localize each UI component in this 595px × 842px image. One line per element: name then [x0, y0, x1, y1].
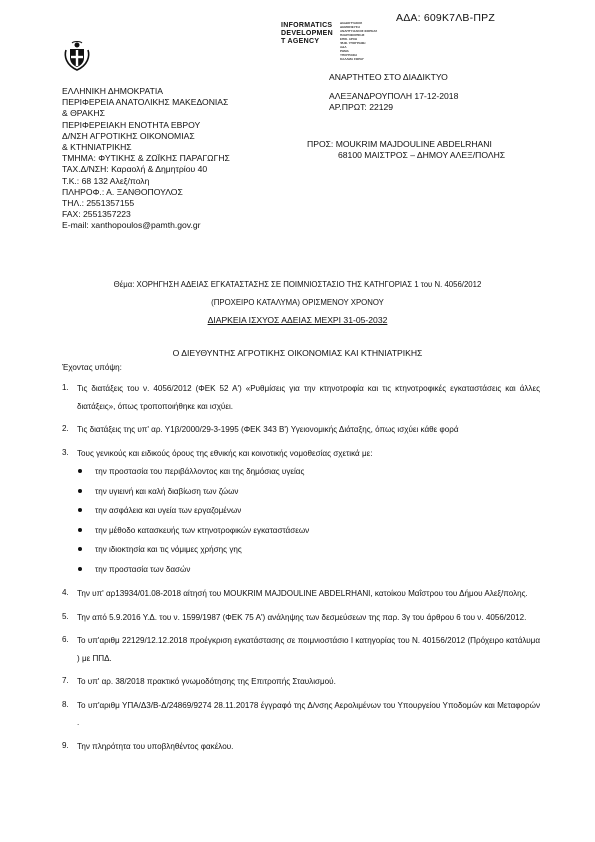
sender-email: E-mail: xanthopoulos@pamth.gov.gr: [62, 220, 201, 231]
item-text: Την από 5.9.2016 Υ.Δ. του ν. 1599/1987 (ΦΕΚ 75 Α') ανάληψης των δεσμεύσεων της παρ. 3γ του άρθρου 6 του ν. 4056/2012.: [77, 612, 527, 622]
item-text: Την πληρότητα του υποβληθέντος φακέλου.: [77, 741, 234, 751]
sender-line: & ΚΤΗΝΙΑΤΡΙΚΗΣ: [62, 142, 132, 153]
document-body: [62, 362, 540, 755]
agency-line: INFORMATICS: [281, 22, 333, 29]
sender-line: ΠΕΡΙΦΕΡΕΙΑΚΗ ΕΝΟΤΗΤΑ ΕΒΡΟΥ: [62, 119, 201, 130]
item-number: 5.: [62, 611, 69, 621]
list-item: [62, 738, 540, 756]
protocol-number: ΑΡ.ΠΡΩΤ: 22129: [329, 102, 394, 112]
bullet-item: την υγιεινή και καλή διαβίωση των ζώων: [62, 482, 540, 502]
item-number: 4.: [62, 588, 69, 597]
item-text: Το υπ' αρ. 38/2018 πρακτικό γνωμοδότησης της Επιτροπής Σταυλισμού.: [77, 677, 336, 686]
director-heading: Ο ΔΙΕΥΘΥΝΤΗΣ ΑΓΡΟΤΙΚΗΣ ΟΙΚΟΝΟΜΙΑΣ ΚΑΙ ΚΤΗΝΙΑΤΡΙΚΗΣ: [172, 348, 423, 358]
bullet-item: την μέθοδο κατασκευής των κτηνοτροφικών εγκαταστάσεων: [62, 521, 540, 541]
agency-line: T AGENCY: [281, 38, 320, 45]
sender-line: FAX: 2551357223: [62, 209, 131, 220]
list-item: [62, 380, 540, 415]
agency-stamp: [281, 22, 333, 46]
sender-line: ΤΜΗΜΑ: ΦΥΤΙΚΗΣ & ΖΩΪΚΗΣ ΠΑΡΑΓΩΓΗΣ: [62, 153, 230, 164]
item-text: Την υπ' αρ13934/01.08-2018 αίτησή του MOUKRIM MAJDOULINE ABDELRHANI, κατοίκου Μαΐστρου του Δήμου Αλεξ/πολης.: [77, 589, 528, 598]
subject-line-2: (ΠΡΟΧΕΙΡΟ ΚΑΤΑΛΥΜΑ) ΟΡΙΣΜΕΝΟΥ ΧΡΟΝΟΥ: [211, 298, 384, 307]
list-item: [62, 421, 540, 439]
item-number: 9.: [62, 740, 69, 750]
sender-line: Τ.Κ.: 68 132 Αλεξ/πολη: [62, 175, 150, 186]
recipient-block: [307, 139, 505, 161]
item-number: 1.: [62, 383, 69, 392]
considering-label: Έχοντας υπόψη:: [62, 363, 122, 372]
sender-line: ΠΕΡΙΦΕΡΕΙΑ ΑΝΑΤΟΛΙΚΗΣ ΜΑΚΕΔΟΝΙΑΣ: [62, 97, 229, 108]
document-meta: [329, 72, 458, 113]
validity-line: ΔΙΑΡΚΕΙΑ ΙΣΧΥΟΣ ΑΔΕΙΑΣ ΜΕΧΡΙ 31-05-2032: [207, 315, 388, 325]
item-text: Τους γενικούς και ειδικούς όρους της εθνικής και κοινοτικής νομοθεσίας σχετικά με:: [77, 448, 373, 458]
list-item: [62, 632, 540, 667]
bullet-item: την προστασία του περιβάλλοντος και της δημόσιας υγείας: [62, 462, 540, 482]
item-number: 3.: [62, 447, 69, 457]
bullet-item: την ασφάλεια και υγεία των εργαζομένων: [62, 501, 540, 521]
list-item: [62, 609, 540, 627]
item-number: 6.: [62, 635, 69, 644]
bullet-item: την ιδιοκτησία και τις νόμιμες χρήσης γης: [62, 540, 540, 560]
sender-line: ΕΛΛΗΝΙΚΗ ΔΗΜΟΚΡΑΤΙΑ: [62, 86, 163, 96]
recipient-name: ΠΡΟΣ: MOUKRIM MAJDOULINE ABDELRHANI: [307, 139, 492, 149]
sender-block: [62, 86, 230, 232]
posted-notice: ΑΝΑΡΤΗΤΕΟ ΣΤΟ ΔΙΑΔΙΚΤΥΟ: [329, 72, 448, 82]
sender-line: ΠΛΗΡΟΦ.: Α. ΞΑΝΘΟΠΟΥΛΟΣ: [62, 186, 183, 197]
agency-line: DEVELOPMEN: [281, 30, 334, 37]
agency-stamp-details: ΔΙΑΔΙΚΤΥΑΚΟΣ ΔΗΜΟΣΙΕΥΣΗ ΑΝΑΠΤΥΞΙΑΚΟΣ ΦΟΡΕΑΣ ΠΛΗΡΟΦΟΡΙΚΗΣ ΕΠΙΚ. ΑΡΧΗ ΨΗΦ. ΥΠΟΓΡΑΦΗ ΑΔΑ ΡΗΜΑ ΥΠΟΓΡΑΦΗ ΚΑΛΑΜΑ ΣΦΡΑΓ: [340, 21, 378, 61]
item-text: Τις διατάξεις του ν. 4056/2012 (ΦΕΚ 52 Α') «Ρυθμίσεις για την κτηνοτροφία και τις κτηνοτροφικές εγκαταστάσεις και άλλες διατάξεις», όπως τροποποιήθηκε και ισχύει.: [77, 384, 540, 411]
item-text: Το υπ'αριθμ 22129/12.12.2018 προέγκριση εγκατάστασης σε ποιμνιοστάσιο Ι κατηγορίας του Ν. 40156/2012 (Πρόχειρο κατάλυμα ) με ΠΠΔ.: [77, 636, 540, 663]
sender-line: Δ/ΝΣΗ ΑΓΡΟΤΙΚΗΣ ΟΙΚΟΝΟΜΙΑΣ: [62, 130, 195, 141]
item-number: 2.: [62, 424, 69, 433]
conditions-bullet-list: [62, 462, 540, 579]
item-text: Το υπ'αριθμ ΥΠΑ/Δ3/Β-Δ/24869/9274 28.11.20178 έγγραφό της Δ/νσης Αερολιμένων του Υπουργείου Υποδομών και Μεταφορών .: [77, 700, 540, 727]
list-item: [62, 673, 540, 691]
item-number: 8.: [62, 699, 69, 709]
recipient-address: 68100 ΜΑΙΣΤΡΟΣ – ΔΗΜΟΥ ΑΛΕΞ/ΠΟΛΗΣ: [338, 150, 506, 160]
greek-emblem-icon: [62, 40, 92, 72]
item-text: Τις διατάξεις της υπ' αρ. Υ1β/2000/29-3-1995 (ΦΕΚ 343 Β') Υγειονομικής Διάταξης, όπως ισχύει κάθε φορά: [77, 425, 459, 434]
item-number: 7.: [62, 676, 69, 685]
subject-line: Θέμα: ΧΟΡΗΓΗΣΗ ΑΔΕΙΑΣ ΕΓΚΑΤΑΣΤΑΣΗΣ ΣΕ ΠΟΙΜΝΙΟΣΤΑΣΙΟ ΤΗΣ ΚΑΤΗΓΟΡΙΑΣ 1 του Ν. 4056/2012: [113, 280, 482, 289]
document-date: ΑΛΕΞΑΝΔΡΟΥΠΟΛΗ 17-12-2018: [329, 91, 459, 101]
list-item: [62, 697, 540, 732]
ada-code: ΑΔΑ: 609Κ7ΛΒ-ΠΡΖ: [396, 12, 495, 24]
bullet-item: την προστασία των δασών: [62, 560, 540, 580]
sender-line: ΤΗΛ.: 2551357155: [62, 198, 135, 209]
list-item: [62, 445, 540, 463]
list-item: [62, 585, 540, 603]
sender-line: & ΘΡΑΚΗΣ: [62, 108, 105, 119]
sender-line: ΤΑΧ.Δ/ΝΣΗ: Καραολή & Δημητρίου 40: [62, 164, 208, 175]
